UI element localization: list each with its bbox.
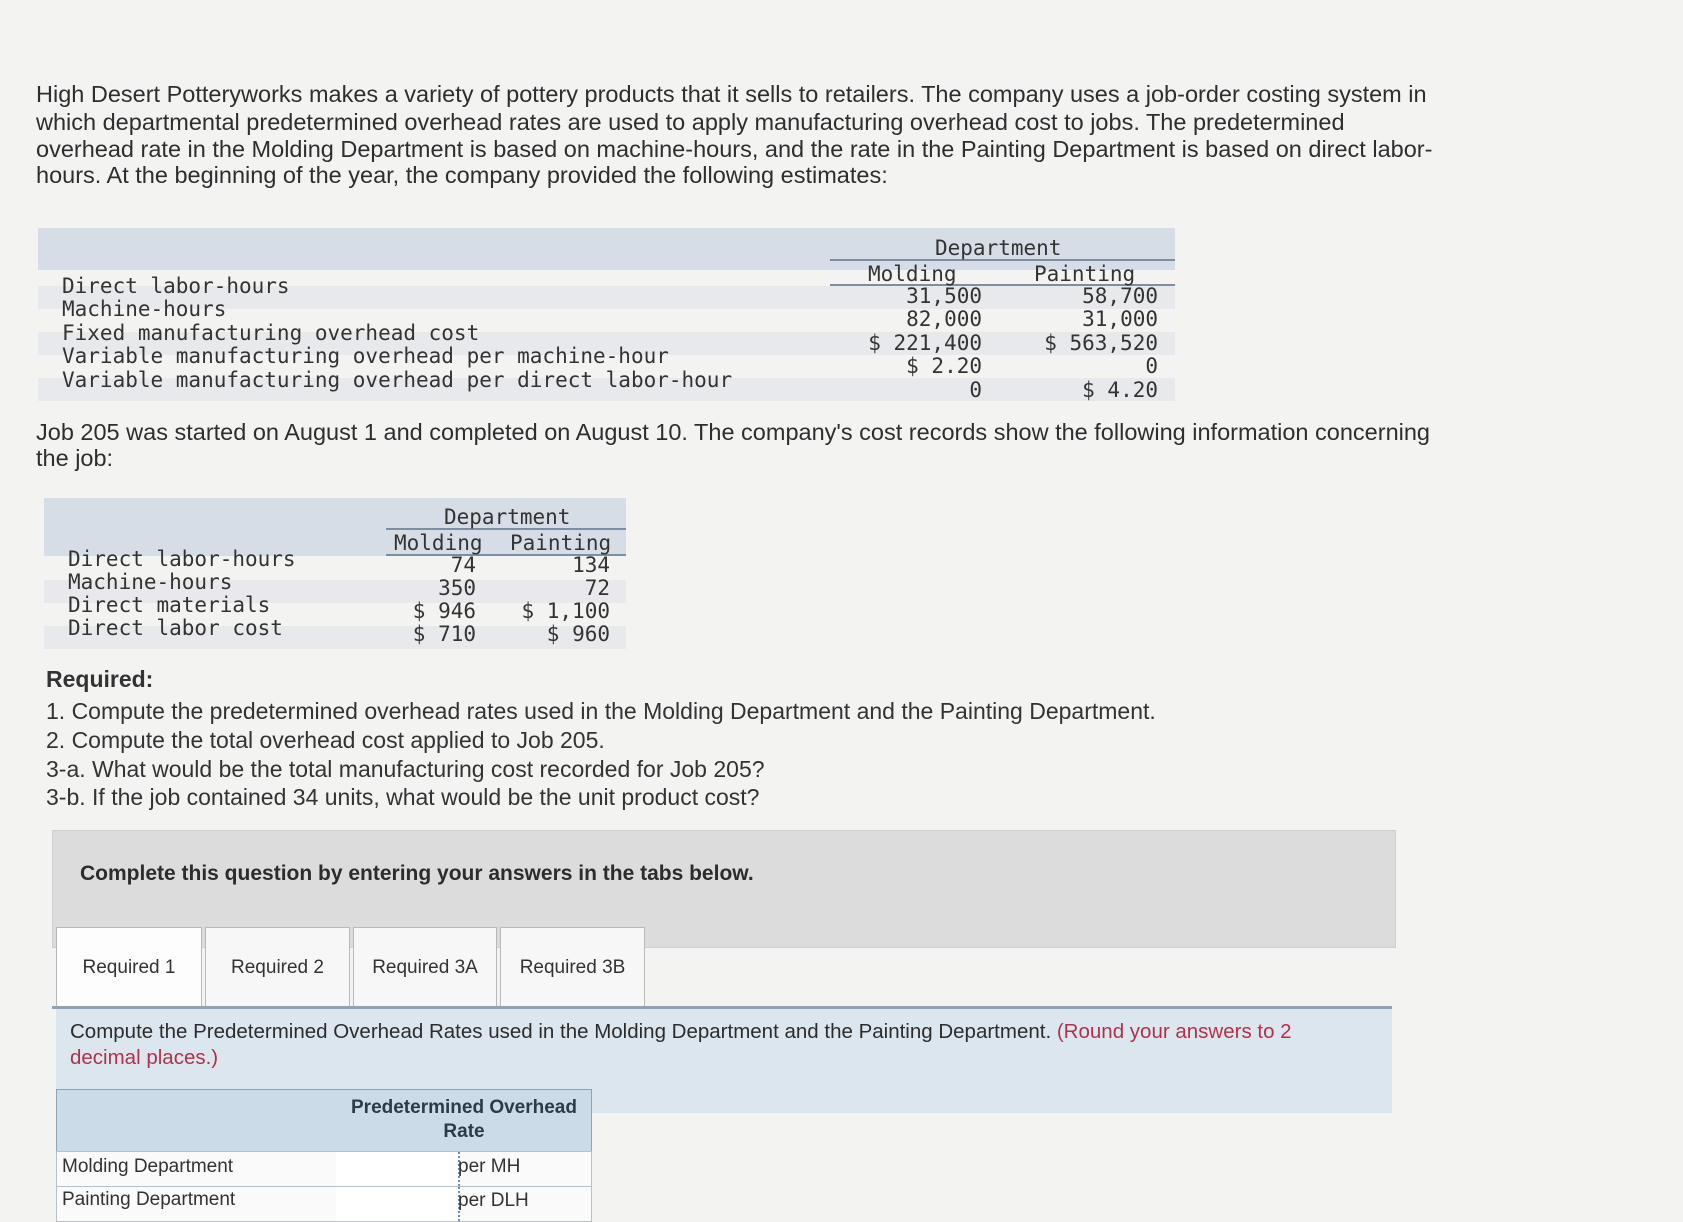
tab-required-3b[interactable]: Required 3B [500,927,645,1009]
question-instruction [70,1019,1330,1071]
answer-row-label: Molding Department [62,1156,234,1177]
intro-line: High Desert Potteryworks makes a variety of pottery products that it sells to retailers. The company uses a job-order costing system in [36,81,1427,107]
row-label: Direct labor cost [68,616,283,640]
cell-value: $ 2.20 [906,354,982,378]
column-header-molding: Molding [394,531,483,555]
answer-column-header: Predetermined Overhead Rate [351,1097,577,1142]
required-item: 3-b. If the job contained 34 units, what would be the unit product cost? [46,784,760,810]
instruction-main: Compute the Predetermined Overhead Rates used in the Molding Department and the Painting Department. [70,1020,1052,1043]
row-label: Direct labor-hours [68,547,296,571]
cell-value: $ 1,100 [521,599,610,623]
intro-line: overhead rate in the Molding Department is based on machine-hours, and the rate in the Painting Department is based on direct labor- [36,136,1433,162]
row-label: Direct labor-hours [62,274,290,298]
required-item: 1. Compute the predetermined overhead rates used in the Molding Department and the Painting Department. [46,698,1156,724]
intro-line: hours. At the beginning of the year, the company provided the following estimates: [36,162,888,188]
row-label: Variable manufacturing overhead per machine-hour [62,344,669,368]
row-label: Fixed manufacturing overhead cost [62,321,480,345]
required-item: 3-a. What would be the total manufacturing cost recorded for Job 205? [46,756,765,782]
column-group-header: Department [444,505,571,529]
tab-required-2[interactable]: Required 2 [205,927,350,1009]
row-label: Variable manufacturing overhead per direct labor-hour [62,368,733,392]
answer-unit: per DLH [458,1190,529,1211]
cell-value: $ 221,400 [868,331,982,355]
column-group-header: Department [935,236,1062,260]
job-intro-line: Job 205 was started on August 1 and completed on August 10. The company's cost records show the following information concerning [36,419,1430,445]
cell-value: 58,700 [1082,284,1158,308]
row-label: Direct materials [68,593,271,617]
job-intro-line: the job: [36,445,114,471]
cell-value: $ 960 [546,622,610,646]
column-header-painting: Painting [1034,262,1136,286]
cell-value: 82,000 [906,307,982,331]
answer-row-label: Painting Department [62,1189,236,1210]
row-label: Machine-hours [68,570,233,594]
column-header-molding: Molding [868,262,957,286]
required-item: 2. Compute the total overhead cost applied to Job 205. [46,727,605,753]
instructions-text: Complete this question by entering your answers in the tabs below. [80,862,754,885]
tab-required-3a[interactable]: Required 3A [353,927,497,1009]
answer-unit: per MH [458,1156,521,1177]
cell-value: 31,500 [906,284,982,308]
cell-value: $ 710 [412,622,476,646]
molding-rate-input[interactable] [336,1152,460,1186]
cell-value: 134 [572,553,610,577]
cell-value: 350 [438,576,476,600]
cell-value: 74 [450,553,476,577]
cell-value: 0 [1145,354,1158,378]
cell-value: 0 [969,378,982,402]
cell-value: $ 946 [412,599,476,623]
cell-value: $ 4.20 [1082,378,1158,402]
intro-line: which departmental predetermined overhead rates are used to apply manufacturing overhead cost to jobs. The predetermined [36,109,1345,135]
painting-rate-input[interactable] [336,1187,460,1221]
tab-required-1[interactable]: Required 1 [56,927,202,1009]
column-header-painting: Painting [510,531,612,555]
cell-value: 72 [584,576,610,600]
cell-value: 31,000 [1082,307,1158,331]
row-label: Machine-hours [62,297,227,321]
instruction-note: (Round your answers to 2 decimal places.) [70,1020,1292,1069]
cell-value: $ 563,520 [1044,331,1158,355]
required-heading: Required: [46,666,154,692]
